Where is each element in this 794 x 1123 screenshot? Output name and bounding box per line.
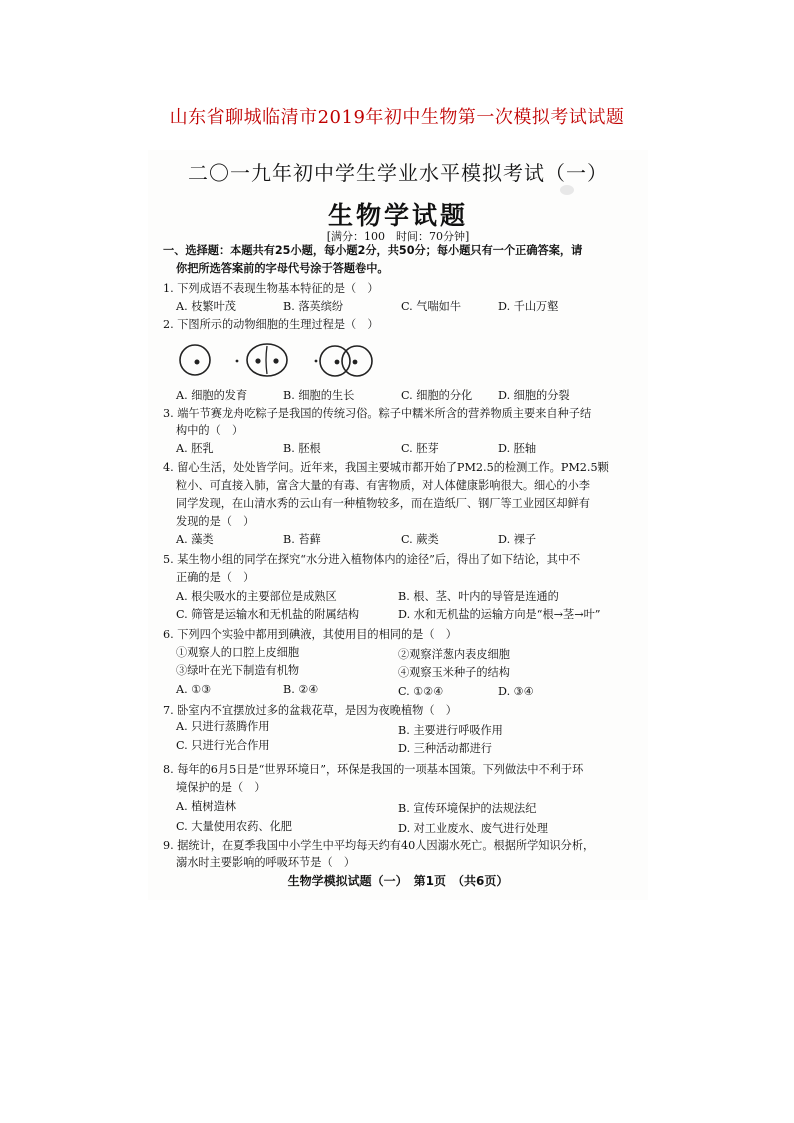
q2-option-d: D. 细胞的分裂 — [498, 389, 570, 402]
q4-stem-line-2: 粒小、可直接入肺，富含大量的有毒、有害物质，对人体健康影响很大。细心的小李 — [176, 479, 590, 492]
q2-option-c: C. 细胞的分化 — [401, 389, 473, 402]
q6-option-d: D. ③④ — [498, 685, 534, 698]
q3-option-b: B. 胚根 — [283, 442, 321, 455]
q4-option-c: C. 蕨类 — [401, 533, 439, 546]
q8-option-c: C. 大量使用农药、化肥 — [176, 820, 292, 833]
q6-option-c: C. ①②④ — [398, 685, 444, 698]
q5-option-b: B. 根、茎、叶内的导管是连通的 — [398, 590, 559, 603]
q9-stem-line-1: 9. 据统计，在夏季我国中小学生中平均每天约有40人因溺水死亡。根据所学知识分析， — [163, 839, 595, 852]
q6-item-3: ③绿叶在光下制造有机物 — [176, 664, 300, 677]
q3-stem-line-2: 构中的（ ） — [176, 424, 244, 437]
q5-option-a: A. 根尖吸水的主要部位是成熟区 — [176, 590, 337, 603]
q5-option-d: D. 水和无机盐的运输方向是“根→茎→叶” — [398, 608, 601, 621]
q5-option-c: C. 筛管是运输水和无机盐的附属结构 — [176, 608, 360, 621]
q3-option-c: C. 胚芽 — [401, 442, 439, 455]
q6-item-2: ②观察洋葱内表皮细胞 — [398, 648, 510, 661]
q4-stem-line-3: 同学发现，在山清水秀的云山有一种植物较多，而在造纸厂、钢厂等工业园区却鲜有 — [176, 497, 590, 510]
q5-stem-line-1: 5. 某生物小组的同学在探究“水分进入植物体内的途径”后，得出了如下结论，其中不 — [163, 553, 581, 566]
q1-option-a: A. 枝繁叶茂 — [176, 300, 236, 313]
q4-stem-line-4: 发现的是（ ） — [176, 515, 255, 528]
q1-option-c: C. 气喘如牛 — [401, 300, 462, 313]
document-title: 山东省聊城临清市2019年初中生物第一次模拟考试试题 — [169, 107, 625, 128]
q7-option-a: A. 只进行蒸腾作用 — [176, 720, 270, 733]
q8-option-d: D. 对工业废水、废气进行处理 — [398, 822, 548, 835]
q7-option-b: B. 主要进行呼吸作用 — [398, 724, 503, 737]
q9-stem-line-2: 溺水时主要影响的呼吸环节是（ ） — [176, 856, 356, 869]
scan-smudge — [560, 185, 574, 195]
q8-stem-line-1: 8. 每年的6月5日是“世界环境日”，环保是我国的一项基本国策。下列做法中不利于环 — [163, 763, 584, 776]
q4-option-d: D. 裸子 — [498, 533, 537, 546]
section-instructions-line-2: 你把所选答案前的字母代号涂于答题卷中。 — [176, 262, 389, 275]
q3-option-d: D. 胚轴 — [498, 442, 537, 455]
q4-option-a: A. 藻类 — [176, 533, 214, 546]
q2-option-b: B. 细胞的生长 — [283, 389, 355, 402]
q6-stem: 6. 下列四个实验中都用到碘液，其使用目的相同的是（ ） — [163, 628, 457, 641]
q8-stem-line-2: 境保护的是（ ） — [176, 781, 266, 794]
q2-stem: 2. 下图所示的动物细胞的生理过程是（ ） — [163, 318, 379, 331]
exam-title: 二〇一九年初中学生学业水平模拟考试（一） — [188, 161, 608, 185]
subject-title: 生物学试题 — [327, 201, 468, 230]
q3-stem-line-1: 3. 端午节赛龙舟吃粽子是我国的传统习俗。粽子中糯米所含的营养物质主要来自种子结 — [163, 407, 592, 420]
q8-option-a: A. 植树造林 — [176, 800, 236, 813]
q2-option-a: A. 细胞的发育 — [176, 389, 248, 402]
q3-option-a: A. 胚乳 — [176, 442, 214, 455]
q1-stem: 1. 下列成语不表现生物基本特征的是（ ） — [163, 282, 379, 295]
section-instructions-line-1: 一、选择题：本题共有25小题，每小题2分，共50分；每小题只有一个正确答案，请 — [163, 244, 583, 257]
q1-option-d: D. 千山万壑 — [498, 300, 559, 313]
q6-option-b: B. ②④ — [283, 683, 319, 696]
cell-division-figure — [175, 340, 375, 380]
q6-item-4: ④观察玉米种子的结构 — [398, 666, 510, 679]
q5-stem-line-2: 正确的是（ ） — [176, 571, 255, 584]
q7-option-d: D. 三种活动都进行 — [398, 742, 492, 755]
q7-option-c: C. 只进行光合作用 — [176, 739, 270, 752]
q4-stem-line-1: 4. 留心生活，处处皆学问。近年来，我国主要城市都开始了PM2.5的检测工作。PM2.5颗 — [163, 461, 609, 474]
page-footer: 生物学模拟试题（一） 第1页 （共6页） — [287, 874, 509, 888]
q1-option-b: B. 落英缤纷 — [283, 300, 344, 313]
q7-stem: 7. 卧室内不宜摆放过多的盆栽花草，是因为夜晚植物（ ） — [163, 704, 457, 717]
q6-option-a: A. ①③ — [176, 683, 212, 696]
score-time-info: [满分：100 时间：70分钟] — [326, 230, 470, 243]
q8-option-b: B. 宣传环境保护的法规法纪 — [398, 802, 537, 815]
q6-item-1: ①观察人的口腔上皮细胞 — [176, 646, 300, 659]
q4-option-b: B. 苔藓 — [283, 533, 321, 546]
